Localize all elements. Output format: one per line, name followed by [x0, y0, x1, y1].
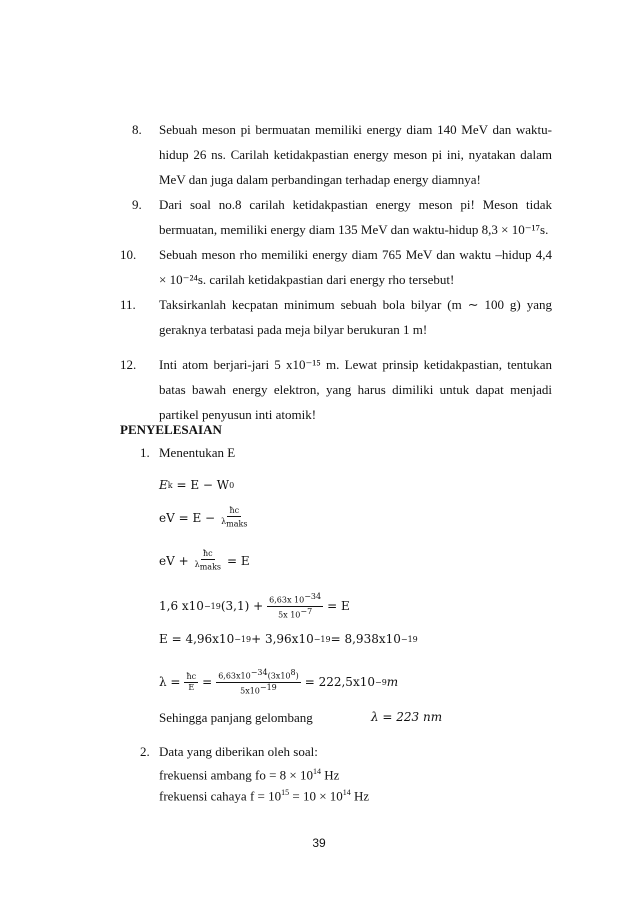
equation-4 [159, 592, 350, 620]
equation-1 [159, 478, 234, 492]
problem-list [120, 117, 552, 427]
eq-text: eV = E − [159, 510, 216, 525]
fraction-numerator: ħc [186, 671, 197, 681]
eq-subscript: 0 [229, 480, 235, 490]
fraction-denominator: E [188, 682, 195, 692]
problem-item [120, 242, 552, 292]
eq-text: = 8,938x10 [330, 632, 401, 646]
eq-superscript: −19 [400, 634, 418, 644]
fraction [216, 668, 301, 696]
eq-text: = E [227, 553, 250, 568]
eq-text: E = 4,96x10 [159, 632, 235, 646]
eq-superscript: −19 [234, 634, 252, 644]
eq-superscript: −19 [259, 682, 277, 692]
data-text: frekuensi ambang fo = 8 × 10 [159, 767, 314, 783]
problem-number: 11. [120, 297, 136, 312]
fraction-denominator [193, 560, 223, 573]
problem-number: 9. [132, 197, 142, 212]
problem-item [120, 352, 552, 427]
eq-unit: m [386, 675, 399, 690]
eq-superscript: −9 [374, 677, 387, 687]
eq-superscript: −34 [250, 668, 268, 677]
fraction-denominator [276, 607, 314, 621]
eq-text: = E [327, 599, 350, 614]
problem-number: 12. [120, 357, 137, 372]
data-superscript: 14 [313, 767, 322, 776]
solution-title: Data yang diberikan oleh soal: [159, 744, 318, 759]
problem-line: Sebuah meson rho memiliki energy diam 765 MeV dan waktu –hidup 4,4 [159, 247, 552, 262]
fraction-numerator: ħc [203, 549, 213, 558]
problem-item [120, 292, 552, 342]
eq-superscript: 8 [290, 668, 296, 677]
problem-line: Taksirkanlah kecpatan minimum sebuah bola bilyar (m ∼ 100 g) yang [159, 297, 552, 312]
eq-superscript: −7 [300, 606, 313, 616]
conclusion-text: Sehingga panjang gelombang [159, 710, 313, 725]
eq-superscript: −19 [203, 601, 221, 611]
equation-5 [159, 632, 418, 646]
eq-text: 5x 10 [278, 610, 301, 620]
eq-text: 5x10 [240, 686, 260, 696]
fraction-numerator [216, 668, 301, 683]
eq-text: (3x10 [267, 671, 291, 681]
problem-line: geraknya terbatasi pada meja bilyar berukuran 1 m! [159, 322, 428, 337]
fraction-denominator [219, 517, 249, 530]
problem-line: hidup 26 ns. Carilah ketidakpastian energy meson pi ini, nyatakan dalam [159, 147, 552, 162]
eq-superscript: −19 [313, 634, 331, 644]
problem-item [120, 117, 552, 192]
eq-subscript: maks [226, 519, 248, 529]
data-text: Hz [321, 767, 340, 783]
eq-subscript: k [167, 480, 173, 490]
eq-subscript: maks [199, 562, 222, 572]
eq-symbol: λ [194, 560, 200, 569]
page-number: 39 [312, 836, 326, 850]
problem-line: batas bawah energy elektron, yang harus dimiliki untuk dapat menjadi [159, 382, 552, 397]
eq-symbol: E [159, 478, 168, 492]
fraction [267, 592, 323, 620]
equation-6 [159, 668, 398, 696]
eq-text: = E − W [176, 478, 230, 492]
fraction [193, 549, 223, 573]
conclusion-equation [371, 710, 442, 724]
data-text: = 10 × 10 [289, 788, 343, 804]
problem-line: Dari soal no.8 carilah ketidakpastian energy meson pi! Meson tidak [159, 197, 552, 212]
eq-text: λ = [159, 675, 181, 690]
eq-text: ) [295, 671, 299, 681]
eq-text: 6,63x 10 [269, 595, 305, 605]
fraction-denominator [238, 683, 279, 697]
data-superscript: 15 [281, 788, 290, 797]
eq-text: + 3,96x10 [251, 632, 314, 646]
problem-line: × 10⁻²⁴s. carilah ketidakpastian dari energy rho tersebut! [159, 272, 455, 287]
eq-text: (3,1) + [220, 599, 264, 614]
eq-text: λ = 223 nm [371, 710, 443, 724]
problem-line: MeV dan juga dalam perbandingan terhadap energy diamnya! [159, 172, 481, 187]
fraction-numerator [267, 592, 323, 607]
problem-line: partikel penyusun inti atomik! [159, 407, 317, 422]
eq-text: eV + [159, 553, 189, 568]
problem-line: bermuatan, memiliki energy diam 135 MeV dan waktu-hidup 8,3 × 10⁻¹⁷s. [159, 222, 549, 237]
fraction-numerator: ħc [229, 506, 240, 515]
data-line [159, 788, 369, 804]
data-line [159, 767, 339, 783]
eq-symbol: λ [221, 517, 227, 526]
data-superscript: 14 [342, 788, 351, 797]
eq-superscript: −34 [304, 592, 322, 601]
eq-text: 6,63x10 [218, 671, 251, 681]
section-heading: PENYELESAIAN [120, 422, 222, 437]
equation-3 [159, 549, 250, 573]
solution-title: Menentukan E [159, 445, 236, 460]
solution-number: 2. [140, 744, 150, 759]
data-text: frekuensi cahaya f = 10 [159, 788, 282, 804]
eq-text: = [202, 675, 213, 690]
fraction [219, 506, 249, 530]
problem-line: Inti atom berjari-jari 5 x10⁻¹⁵ m. Lewat prinsip ketidakpastian, tentukan [159, 357, 552, 372]
problem-number: 10. [120, 247, 137, 262]
problem-number: 8. [132, 122, 142, 137]
eq-text: = 222,5x10 [304, 675, 375, 690]
problem-item [120, 192, 552, 242]
data-text: Hz [350, 788, 370, 804]
equation-2 [159, 506, 253, 530]
problem-line: Sebuah meson pi bermuatan memiliki energy diam 140 MeV dan waktu- [159, 122, 552, 137]
eq-text: 1,6 x10 [159, 599, 204, 614]
fraction [184, 672, 198, 693]
solution-number: 1. [140, 445, 150, 460]
